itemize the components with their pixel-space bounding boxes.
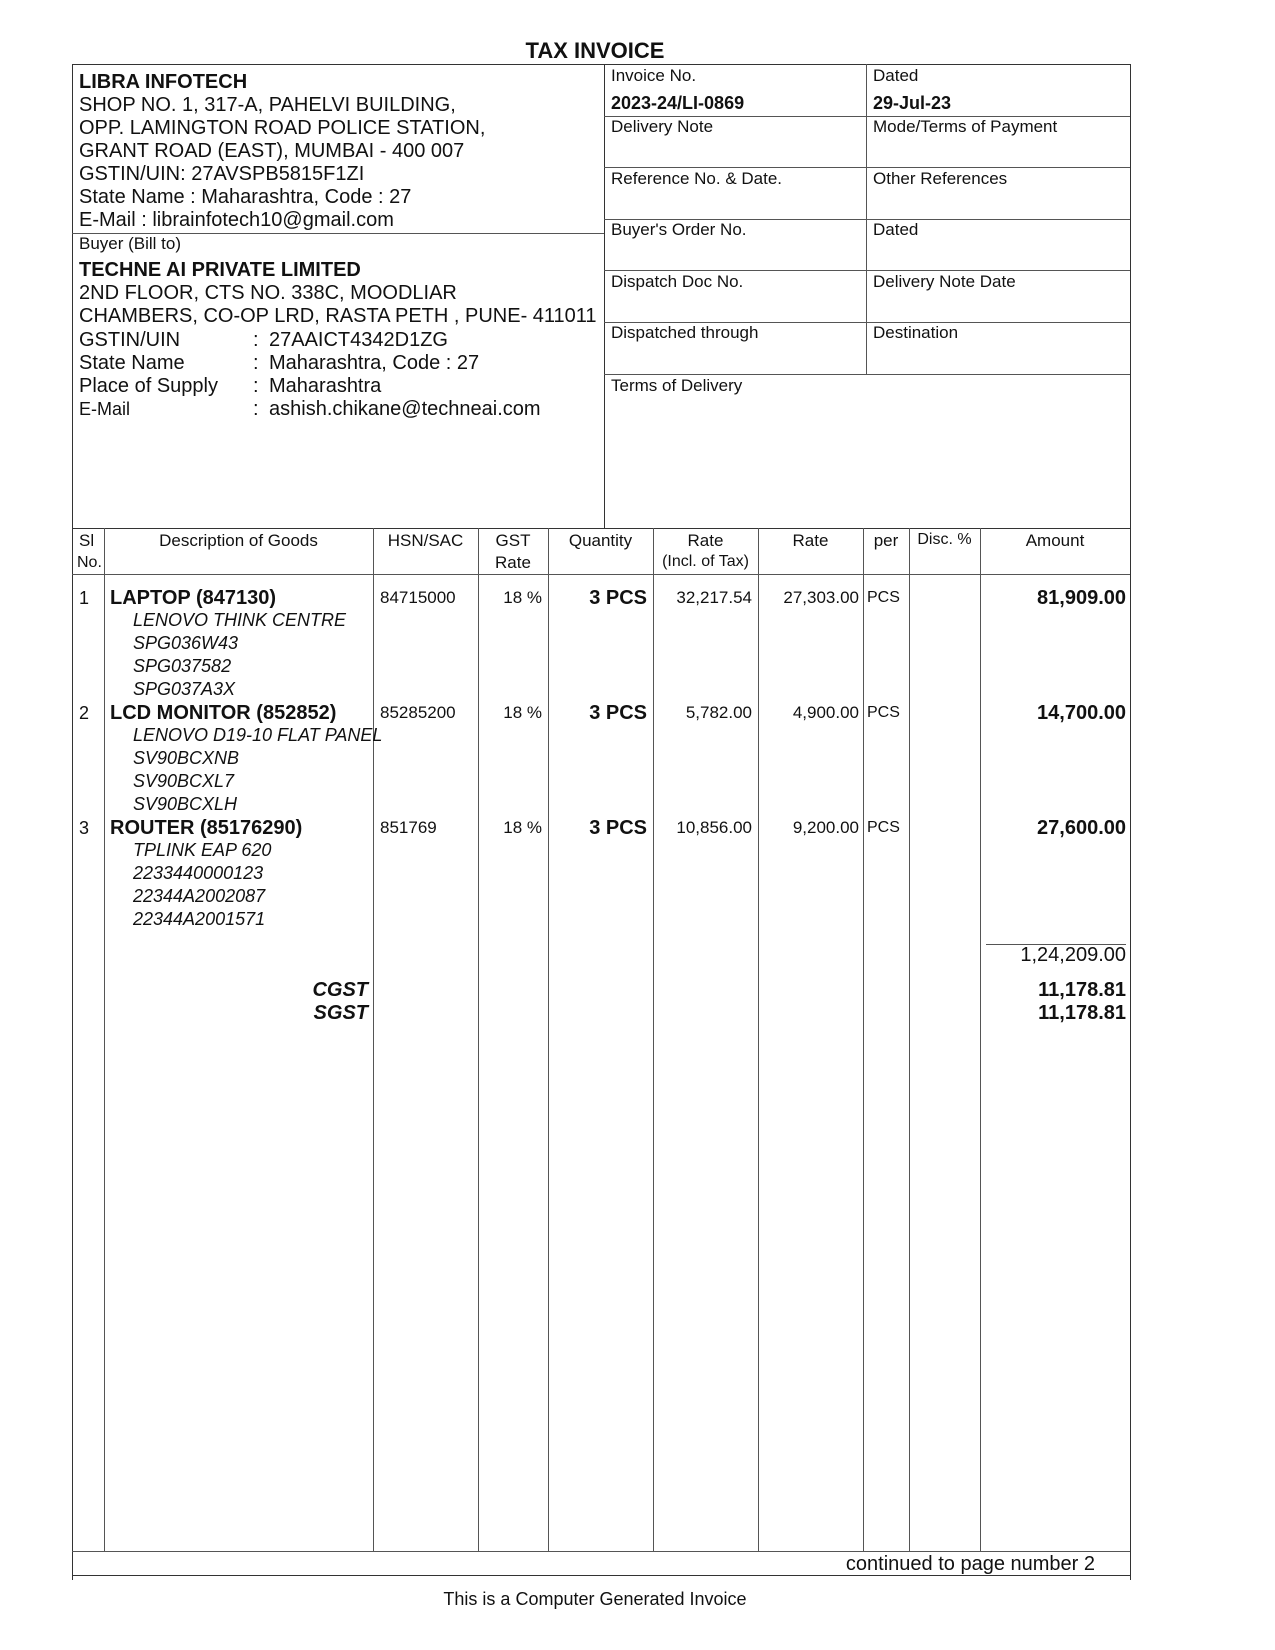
col-header-per: per xyxy=(873,531,899,550)
buyer-address-line: CHAMBERS, CO-OP LRD, RASTA PETH , PUNE- 411011 xyxy=(79,305,597,327)
item-sl: 2 xyxy=(79,703,90,723)
continued-note: continued to page number 2 xyxy=(845,1553,1095,1575)
item-rate-incl: 5,782.00 xyxy=(685,703,752,722)
item-hsn: 84715000 xyxy=(380,588,456,607)
col-line xyxy=(104,528,105,1551)
page-title: TAX INVOICE xyxy=(525,38,665,63)
destination-label: Destination xyxy=(873,323,959,342)
buyer-state: Maharashtra, Code : 27 xyxy=(269,352,480,374)
item-detail: SPG037582 xyxy=(133,656,232,676)
box-left-line xyxy=(72,64,73,1580)
item-detail: SV90BCXL7 xyxy=(133,771,235,791)
item-qty: 3 PCS xyxy=(589,702,647,724)
col-line xyxy=(863,528,864,1551)
item-per: PCS xyxy=(867,589,900,606)
buyers-order-label: Buyer's Order No. xyxy=(611,220,747,239)
item-detail: SPG037A3X xyxy=(133,679,236,699)
item-per: PCS xyxy=(867,819,900,836)
col-header-rate-incl: Rate xyxy=(687,531,724,550)
delivery-note-label: Delivery Note xyxy=(611,117,714,136)
footer-note: This is a Computer Generated Invoice xyxy=(443,1589,747,1609)
item-per: PCS xyxy=(867,704,900,721)
seller-address-line: SHOP NO. 1, 317-A, PAHELVI BUILDING, xyxy=(79,94,456,116)
item-detail: SV90BCXNB xyxy=(133,748,240,768)
buyer-field-colon: : xyxy=(253,352,259,374)
dated-label: Dated xyxy=(873,66,919,85)
buyer-field-colon: : xyxy=(253,375,259,397)
item-gst: 18 % xyxy=(503,703,542,722)
invoice-date: 29-Jul-23 xyxy=(873,93,952,113)
buyer-heading: Buyer (Bill to) xyxy=(79,234,182,253)
item-detail: SPG036W43 xyxy=(133,633,239,653)
buyer-field-label: E-Mail xyxy=(79,399,131,419)
buyer-field-label: State Name xyxy=(79,352,185,374)
seller-name: LIBRA INFOTECH xyxy=(79,71,248,93)
item-rate: 4,900.00 xyxy=(792,703,859,722)
buyer-field-label: GSTIN/UIN xyxy=(79,329,181,351)
seller-address-line: GRANT ROAD (EAST), MUMBAI - 400 007 xyxy=(79,140,465,162)
col-line xyxy=(980,528,981,1551)
item-detail: LENOVO THINK CENTRE xyxy=(133,610,347,630)
subtotal-amount: 1,24,209.00 xyxy=(1020,944,1126,966)
item-detail: TPLINK EAP 620 xyxy=(133,840,272,860)
item-sl: 1 xyxy=(79,588,90,608)
col-header-sl-no: No. xyxy=(77,554,102,571)
item-gst: 18 % xyxy=(503,588,542,607)
item-rate-incl: 10,856.00 xyxy=(676,818,752,837)
delivery-note-date-label: Delivery Note Date xyxy=(873,272,1016,291)
item-name: LCD MONITOR (852852) xyxy=(110,702,337,724)
item-rate-incl: 32,217.54 xyxy=(676,588,752,607)
tax-amount-cgst: 11,178.81 xyxy=(1038,979,1126,1001)
tax-label-sgst: SGST xyxy=(313,1002,368,1024)
item-detail: 22344A2001571 xyxy=(133,909,266,929)
box-right-line xyxy=(1130,64,1131,1580)
item-qty: 3 PCS xyxy=(589,587,647,609)
item-gst: 18 % xyxy=(503,818,542,837)
col-line xyxy=(909,528,910,1551)
col-header-disc: Disc. % xyxy=(917,531,972,548)
col-line xyxy=(758,528,759,1551)
meta-row-line xyxy=(604,270,1130,271)
item-rate: 9,200.00 xyxy=(792,818,859,837)
item-hsn: 85285200 xyxy=(380,703,456,722)
item-detail: LENOVO D19-10 FLAT PANEL xyxy=(133,725,383,745)
seller-address-line: OPP. LAMINGTON ROAD POLICE STATION, xyxy=(79,117,486,139)
table-header-bottom-line xyxy=(72,574,1130,575)
item-sl: 3 xyxy=(79,818,90,838)
buyer-name: TECHNE AI PRIVATE LIMITED xyxy=(79,259,361,281)
item-amount: 27,600.00 xyxy=(1037,817,1126,839)
col-header-description: Description of Goods xyxy=(159,531,318,550)
box-top-line xyxy=(72,64,1130,65)
tax-amount-sgst: 11,178.81 xyxy=(1038,1002,1126,1024)
meta-row-line xyxy=(604,374,1130,375)
item-amount: 81,909.00 xyxy=(1037,587,1126,609)
item-amount: 14,700.00 xyxy=(1037,702,1126,724)
col-header-rate-incl-sub: (Incl. of Tax) xyxy=(662,553,749,570)
col-header-gst-rate: Rate xyxy=(495,553,531,572)
mode-terms-label: Mode/Terms of Payment xyxy=(873,117,1058,136)
col-header-quantity: Quantity xyxy=(568,531,633,550)
invoice-no-label: Invoice No. xyxy=(611,66,697,85)
item-detail: SV90BCXLH xyxy=(133,794,238,814)
buyer-place-of-supply: Maharashtra xyxy=(269,375,382,397)
col-line xyxy=(548,528,549,1551)
item-rate: 27,303.00 xyxy=(783,588,859,607)
item-detail: 2233440000123 xyxy=(133,863,264,883)
dispatch-doc-label: Dispatch Doc No. xyxy=(611,272,744,291)
buyer-address-line: 2ND FLOOR, CTS NO. 338C, MOODLIAR xyxy=(79,282,457,304)
seller-gstin: GSTIN/UIN: 27AVSPB5815F1ZI xyxy=(79,163,365,185)
table-top-line xyxy=(72,528,1130,529)
buyer-field-colon: : xyxy=(253,329,259,351)
col-header-sl: Sl xyxy=(79,531,95,550)
item-name: LAPTOP (847130) xyxy=(110,587,277,609)
buyer-field-colon: : xyxy=(253,398,259,420)
seller-state: State Name : Maharashtra, Code : 27 xyxy=(79,186,412,208)
tax-label-cgst: CGST xyxy=(312,979,368,1001)
other-references-label: Other References xyxy=(873,169,1008,188)
buyer-field-label: Place of Supply xyxy=(79,375,218,397)
item-qty: 3 PCS xyxy=(589,817,647,839)
invoice-no: 2023-24/LI-0869 xyxy=(611,93,745,113)
meta-row-line xyxy=(604,167,1130,168)
seller-email: E-Mail : librainfotech10@gmail.com xyxy=(79,209,394,231)
item-detail: 22344A2002087 xyxy=(133,886,266,906)
col-line xyxy=(478,528,479,1551)
col-header-amount: Amount xyxy=(1025,531,1085,550)
item-name: ROUTER (85176290) xyxy=(110,817,303,839)
col-line xyxy=(653,528,654,1551)
col-header-gst: GST xyxy=(495,531,531,550)
header-divider-line xyxy=(604,64,605,528)
terms-of-delivery-label: Terms of Delivery xyxy=(611,376,743,395)
dispatched-through-label: Dispatched through xyxy=(611,323,759,342)
col-header-hsn: HSN/SAC xyxy=(387,531,464,550)
buyer-email: ashish.chikane@techneai.com xyxy=(269,398,541,420)
buyer-gstin: 27AAICT4342D1ZG xyxy=(269,329,448,351)
item-hsn: 851769 xyxy=(380,818,437,837)
col-header-rate: Rate xyxy=(792,531,829,550)
reference-label: Reference No. & Date. xyxy=(611,169,783,188)
col-line xyxy=(373,528,374,1551)
order-dated-label: Dated xyxy=(873,220,919,239)
table-bottom-line xyxy=(72,1551,1130,1552)
